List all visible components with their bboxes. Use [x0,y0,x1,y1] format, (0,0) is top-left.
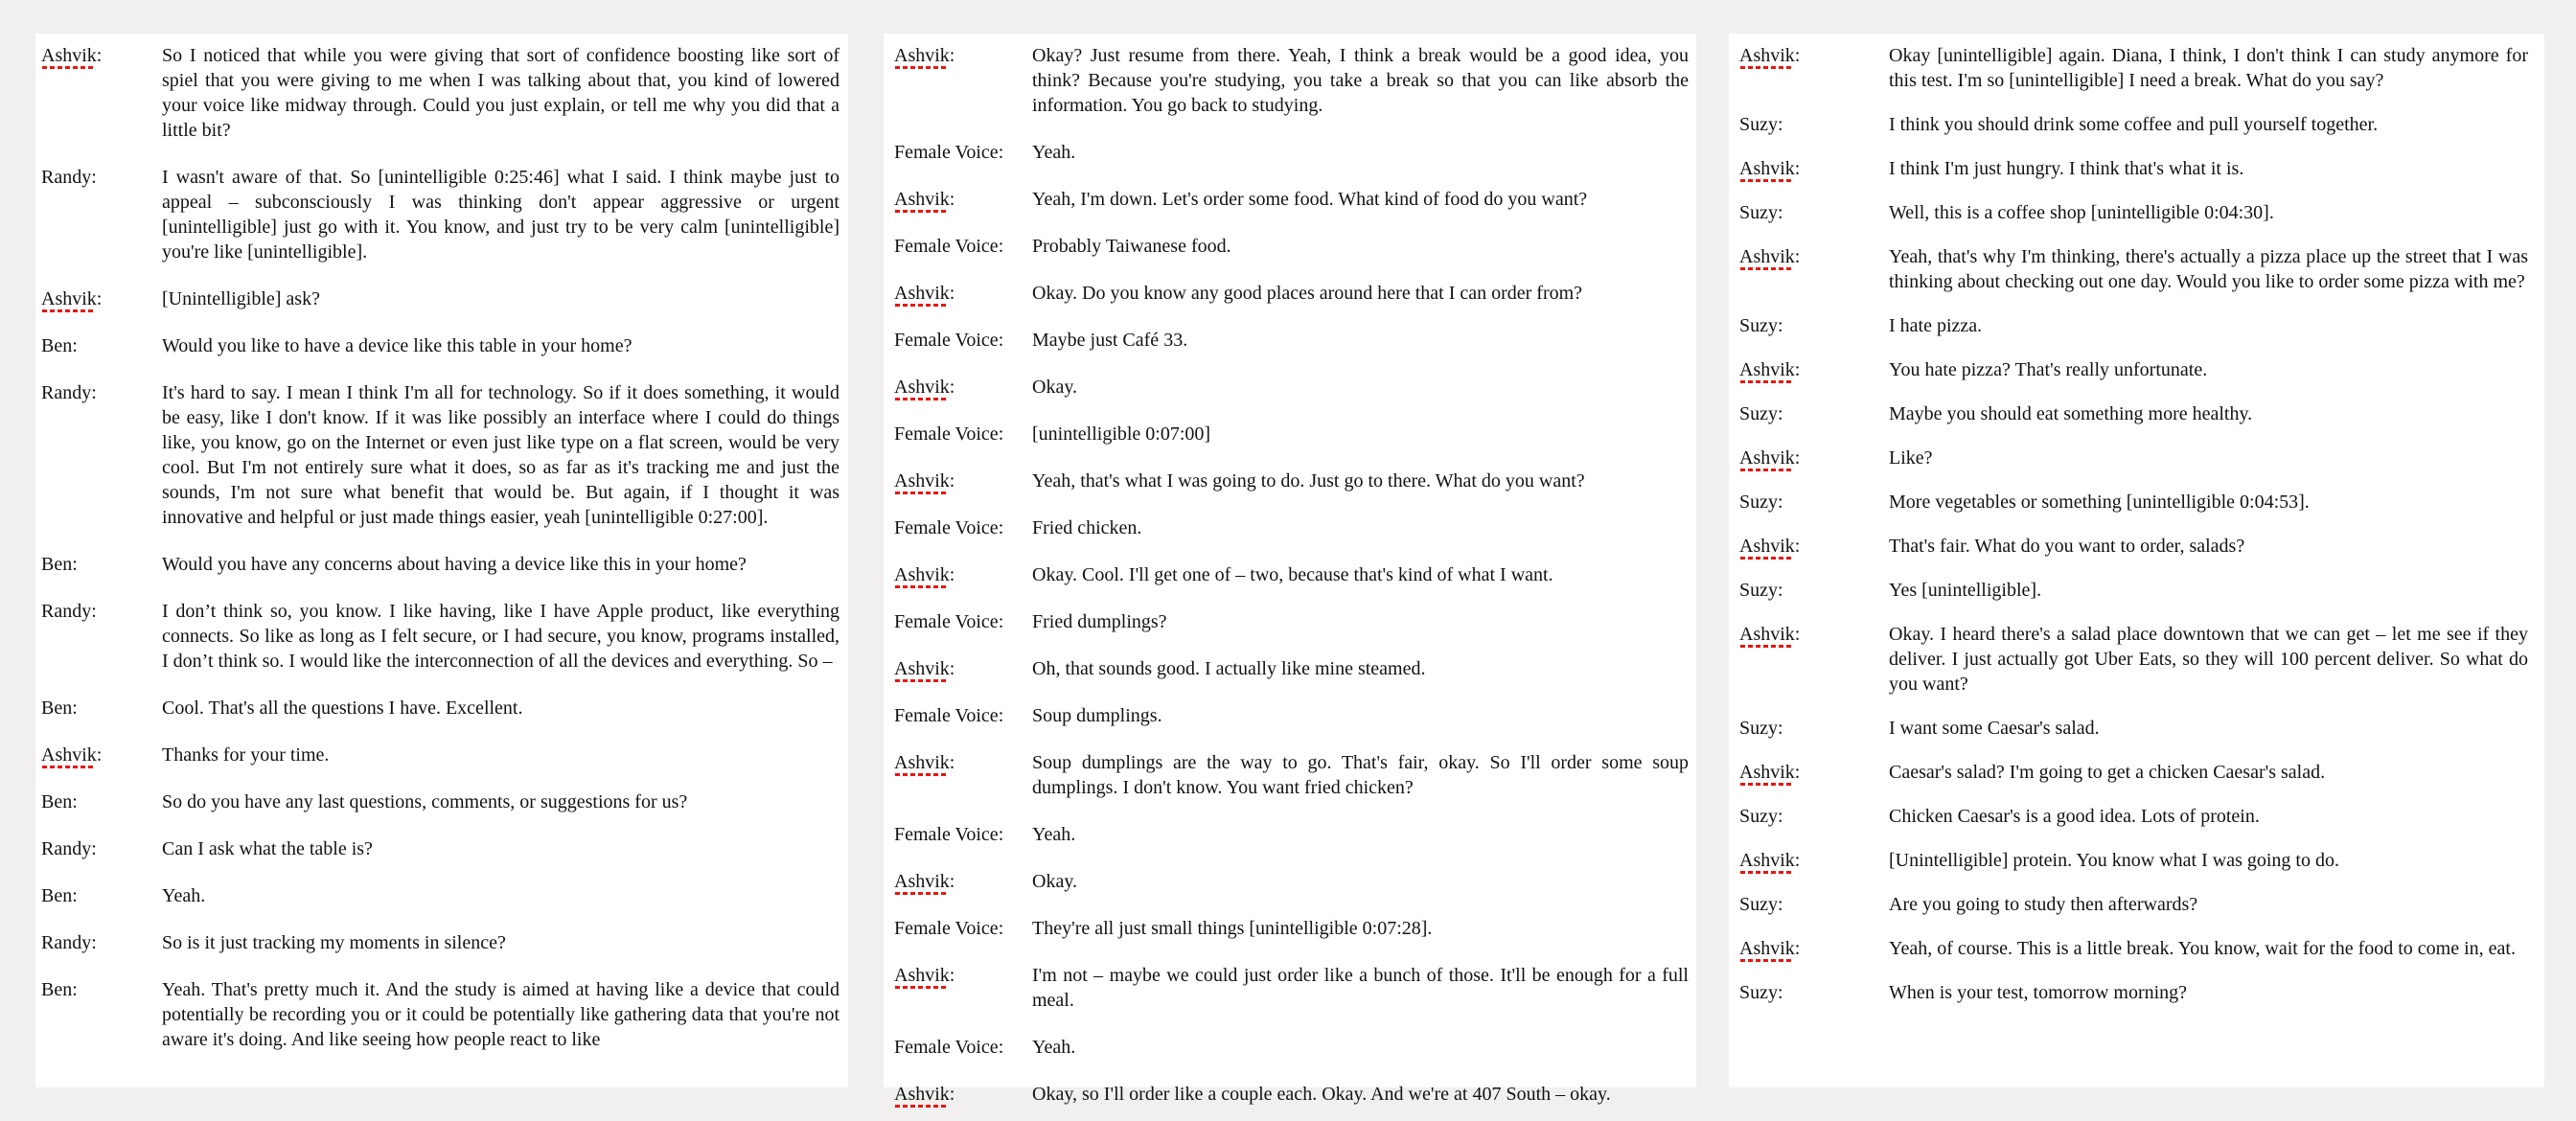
speaker-name: Suzy [1739,982,1778,1003]
speaker-name: Female Voice [894,330,999,351]
transcript-entry [1739,156,2528,181]
speaker-label [41,789,162,814]
transcript-entry [894,656,1689,681]
speaker-label [41,286,162,311]
speaker-label [894,43,1032,118]
speaker-colon: : [1778,982,1783,1003]
speaker-colon: : [949,564,955,585]
dialogue-text: Chicken Caesar's is a good idea. Lots of protein. [1889,806,2260,827]
speaker-colon: : [949,470,955,492]
dialogue-text: I think you should drink some coffee and pull yourself together. [1889,114,2379,135]
dialogue-text: They're all just small things [unintelligible 0:07:28]. [1032,918,1433,939]
speaker-name: Suzy [1739,403,1778,424]
dialogue-text: I think I'm just hungry. I think that's what it is. [1889,158,2244,179]
speaker-colon: : [949,1084,955,1105]
transcript-entry [1739,716,2528,741]
speaker-colon: : [96,45,103,66]
speaker-name-spellcheck-flagged: Ashvik [894,189,950,210]
dialogue-text: Okay. Do you know any good places around here that I can order from? [1032,283,1583,304]
speaker-label [894,375,1032,400]
speaker-label [1739,892,1889,917]
speaker-label [1739,578,1889,603]
dialogue-text: Yeah, that's what I was going to do. Just go to there. What do you want? [1032,470,1585,492]
dialogue-text: Yeah, of course. This is a little break. You know, wait for the food to come in, eat. [1889,938,2516,959]
speaker-name-spellcheck-flagged: Ashvik [894,377,950,398]
speaker-label [894,869,1032,894]
speaker-colon: : [1778,202,1783,223]
speaker-label [894,1082,1032,1107]
speaker-name-spellcheck-flagged: Ashvik [1739,624,1795,645]
speaker-colon: : [72,554,78,575]
speaker-colon: : [72,698,78,719]
dialogue-text: Yeah, that's why I'm thinking, there's actually a pizza place up the street that I was thinking about checking out one day. Would you like to order some pizza with me? [1889,246,2528,292]
dialogue-text: Cool. That's all the questions I have. Excellent. [162,698,523,719]
speaker-colon: : [949,45,955,66]
speaker-label [41,977,162,1052]
speaker-name: Female Voice [894,1037,999,1058]
transcript-entry [41,743,840,767]
speaker-label [1739,401,1889,426]
speaker-label [894,234,1032,259]
transcript-entry [1739,313,2528,338]
dialogue-text: That's fair. What do you want to order, salads? [1889,536,2245,557]
transcript-entry [894,1035,1689,1060]
speaker-name: Randy [41,382,92,403]
speaker-name: Suzy [1739,492,1778,513]
dialogue-text: It's hard to say. I mean I think I'm all for technology. So if it does something, it would be easy, like I don't know. If it was like possibly an interface where I could do things like, you know, go on the Internet or even just like type on a flat screen, would be very cool. But I'm not entirely sure what it does, so as far as it's tracking me and just the sounds, I'm not sure what benefit that would be. But again, if I thought it was innovative and helpful or just made things easier, yeah [unintelligible 0:27:00]. [162,382,840,528]
speaker-name: Female Voice [894,517,999,538]
speaker-name-spellcheck-flagged: Ashvik [41,288,97,309]
speaker-colon: : [1794,850,1801,871]
speaker-colon: : [1794,246,1801,267]
speaker-label [894,562,1032,587]
speaker-colon: : [949,658,955,679]
transcript-entry [1739,112,2528,137]
speaker-label [41,836,162,861]
transcript-entry [41,333,840,358]
speaker-name: Suzy [1739,580,1778,601]
transcript-entry [1739,622,2528,697]
transcript-entry [1739,43,2528,93]
speaker-label [1739,534,1889,559]
transcript-entry [894,328,1689,353]
transcript-entry [41,552,840,577]
speaker-name-spellcheck-flagged: Ashvik [1739,246,1795,267]
speaker-name-spellcheck-flagged: Ashvik [1739,536,1795,557]
dialogue-text: Can I ask what the table is? [162,838,373,859]
speaker-name-spellcheck-flagged: Ashvik [894,752,950,773]
speaker-colon: : [96,288,103,309]
speaker-colon: : [998,1037,1004,1058]
dialogue-text: Probably Taiwanese food. [1032,236,1231,257]
speaker-label [41,333,162,358]
speaker-colon: : [1778,718,1783,739]
speaker-name-spellcheck-flagged: Ashvik [41,744,97,766]
speaker-colon: : [998,517,1004,538]
speaker-label [1739,156,1889,181]
speaker-name: Suzy [1739,718,1778,739]
speaker-name-spellcheck-flagged: Ashvik [41,45,97,66]
speaker-name: Randy [41,601,92,622]
speaker-name: Suzy [1739,806,1778,827]
dialogue-text: Yeah. That's pretty much it. And the study is aimed at having like a device that could potentially be recording you or it could be potentially like gathering data that you're not aware it's doing. And like seeing how people react to like [162,979,840,1050]
transcript-page-3 [1729,34,2544,1087]
dialogue-text: [Unintelligible] ask? [162,288,320,309]
transcript-entry [1739,244,2528,294]
transcript-entry [41,599,840,674]
speaker-label [1739,490,1889,515]
speaker-colon: : [1794,45,1801,66]
speaker-colon: : [998,611,1004,632]
speaker-colon: : [1794,536,1801,557]
transcript-entry [894,43,1689,118]
speaker-label [1739,446,1889,470]
speaker-name: Ben [41,885,73,906]
speaker-colon: : [91,167,97,188]
transcript-entry [894,422,1689,446]
transcript-entry [894,562,1689,587]
speaker-colon: : [1794,447,1801,469]
speaker-name: Ben [41,554,73,575]
dialogue-text: So I noticed that while you were giving that sort of confidence boosting like sort of spiel that you were giving to me when I was talking about that, you kind of lowered your voice like midway through. Could you just explain, or tell me why you did that a little bit? [162,45,840,141]
transcript-entry [41,930,840,955]
speaker-colon: : [1794,762,1801,783]
speaker-colon: : [949,871,955,892]
speaker-label [41,552,162,577]
dialogue-text: I hate pizza. [1889,315,1983,336]
dialogue-text: I don’t think so, you know. I like having, like I have Apple product, like everything connects. So like as long as I felt secure, or I had secure, you know, programs installed, I don’t think so. I would like the interconnection of all the devices and everything. So – [162,601,840,672]
speaker-name: Suzy [1739,114,1778,135]
transcript-entry [894,281,1689,306]
speaker-label [1739,760,1889,785]
speaker-label [1739,244,1889,294]
speaker-colon: : [998,824,1004,845]
dialogue-text: Fried chicken. [1032,517,1142,538]
transcript-entry [1739,534,2528,559]
transcript-entry [1739,804,2528,829]
dialogue-text: Yeah. [162,885,206,906]
speaker-name: Ben [41,698,73,719]
transcript-entry [894,609,1689,634]
speaker-label [41,743,162,767]
transcript-entry [1739,980,2528,1005]
speaker-name-spellcheck-flagged: Ashvik [894,470,950,492]
speaker-name: Female Voice [894,918,999,939]
speaker-colon: : [91,601,97,622]
dialogue-text: So do you have any last questions, comments, or suggestions for us? [162,791,688,812]
dialogue-text: [Unintelligible] protein. You know what I was going to do. [1889,850,2339,871]
transcript-entry [41,43,840,143]
transcript-entry [1739,578,2528,603]
transcript-entry [1739,892,2528,917]
transcript-entry [41,789,840,814]
speaker-colon: : [72,791,78,812]
speaker-label [1739,622,1889,697]
speaker-label [41,380,162,530]
speaker-colon: : [1778,315,1783,336]
speaker-label [41,930,162,955]
speaker-label [894,469,1032,493]
speaker-name: Ben [41,791,73,812]
speaker-name: Female Voice [894,423,999,445]
speaker-colon: : [1794,158,1801,179]
speaker-name-spellcheck-flagged: Ashvik [1739,447,1795,469]
dialogue-text: Caesar's salad? I'm going to get a chicken Caesar's salad. [1889,762,2326,783]
transcript-entry [41,165,840,264]
speaker-label [894,656,1032,681]
speaker-colon: : [91,382,97,403]
dialogue-text: Are you going to study then afterwards? [1889,894,2198,915]
speaker-name: Randy [41,167,92,188]
speaker-name-spellcheck-flagged: Ashvik [1739,158,1795,179]
speaker-colon: : [91,932,97,953]
dialogue-text: I want some Caesar's salad. [1889,718,2100,739]
transcript-entry [894,822,1689,847]
speaker-colon: : [1778,403,1783,424]
dialogue-text: Well, this is a coffee shop [unintelligible 0:04:30]. [1889,202,2274,223]
speaker-colon: : [949,283,955,304]
speaker-colon: : [1778,806,1783,827]
speaker-colon: : [72,979,78,1000]
speaker-name: Female Voice [894,705,999,726]
transcript-entry [41,380,840,530]
transcript-entry [1739,760,2528,785]
speaker-label [1739,43,1889,93]
speaker-colon: : [949,189,955,210]
dialogue-text: I wasn't aware of that. So [unintelligible 0:25:46] what I said. I think maybe just to appeal – subconsciously I was thinking don't appear aggressive or urgent [unintelligible] just go with it. You know, and just try to be very calm [unintelligible] you're like [unintelligible]. [162,167,840,263]
transcript-page-1 [35,34,848,1087]
speaker-colon: : [949,965,955,986]
speaker-colon: : [949,377,955,398]
transcript-entry [41,286,840,311]
speaker-name-spellcheck-flagged: Ashvik [1739,359,1795,380]
speaker-label [41,165,162,264]
speaker-name-spellcheck-flagged: Ashvik [894,965,950,986]
speaker-name-spellcheck-flagged: Ashvik [1739,45,1795,66]
transcript-entry [894,375,1689,400]
dialogue-text: Yes [unintelligible]. [1889,580,2042,601]
speaker-label [1739,980,1889,1005]
transcript-entry [894,1082,1689,1107]
transcript-entry [1739,200,2528,225]
transcript-entry [1739,357,2528,382]
speaker-name-spellcheck-flagged: Ashvik [1739,850,1795,871]
speaker-label [1739,357,1889,382]
speaker-colon: : [1778,894,1783,915]
dialogue-text: Yeah, I'm down. Let's order some food. What kind of food do you want? [1032,189,1588,210]
speaker-colon: : [1794,624,1801,645]
transcript-entry [894,963,1689,1013]
transcript-entry [1739,936,2528,961]
speaker-colon: : [998,705,1004,726]
speaker-name: Randy [41,932,92,953]
transcript-entry [894,140,1689,165]
speaker-colon: : [998,330,1004,351]
dialogue-text: Okay. [1032,871,1078,892]
speaker-name: Female Voice [894,142,999,163]
transcript-page-2 [884,34,1696,1105]
speaker-label [41,696,162,721]
speaker-label [1739,112,1889,137]
speaker-label [1739,936,1889,961]
speaker-name: Randy [41,838,92,859]
dialogue-text: Thanks for your time. [162,744,330,766]
speaker-name-spellcheck-flagged: Ashvik [1739,762,1795,783]
speaker-label [894,281,1032,306]
speaker-label [41,599,162,674]
speaker-label [894,328,1032,353]
speaker-colon: : [1778,492,1783,513]
dialogue-text: I'm not – maybe we could just order like a bunch of those. It'll be enough for a full meal. [1032,965,1689,1011]
speaker-label [1739,804,1889,829]
dialogue-text: Okay. Cool. I'll get one of – two, because that's kind of what I want. [1032,564,1553,585]
dialogue-text: So is it just tracking my moments in silence? [162,932,506,953]
speaker-colon: : [72,335,78,356]
transcript-entry [894,916,1689,941]
transcript-entry [894,703,1689,728]
speaker-name: Female Voice [894,824,999,845]
transcript-entry [41,977,840,1052]
speaker-colon: : [72,885,78,906]
transcript-entry [41,696,840,721]
speaker-name: Suzy [1739,315,1778,336]
dialogue-text: When is your test, tomorrow morning? [1889,982,2188,1003]
speaker-label [894,140,1032,165]
transcript-entry [894,750,1689,800]
speaker-name-spellcheck-flagged: Ashvik [1739,938,1795,959]
speaker-colon: : [1778,580,1783,601]
speaker-label [894,609,1032,634]
transcript-entry [41,883,840,908]
speaker-name-spellcheck-flagged: Ashvik [894,658,950,679]
speaker-label [1739,200,1889,225]
speaker-label [894,750,1032,800]
speaker-label [1739,848,1889,873]
speaker-colon: : [1794,938,1801,959]
transcript-entry [894,469,1689,493]
dialogue-text: Yeah. [1032,142,1076,163]
speaker-name-spellcheck-flagged: Ashvik [894,283,950,304]
dialogue-text: Soup dumplings are the way to go. That's fair, okay. So I'll order some soup dumplings. I don't know. You want fried chicken? [1032,752,1689,798]
speaker-name-spellcheck-flagged: Ashvik [894,871,950,892]
speaker-label [894,422,1032,446]
dialogue-text: Soup dumplings. [1032,705,1162,726]
speaker-name: Ben [41,979,73,1000]
speaker-name: Female Voice [894,611,999,632]
speaker-label [894,916,1032,941]
transcript-entry [41,836,840,861]
dialogue-text: Like? [1889,447,1933,469]
speaker-name: Suzy [1739,202,1778,223]
speaker-label [894,822,1032,847]
dialogue-text: Maybe you should eat something more healthy. [1889,403,2253,424]
speaker-label [894,1035,1032,1060]
speaker-colon: : [998,918,1004,939]
speaker-label [894,703,1032,728]
speaker-name-spellcheck-flagged: Ashvik [894,1084,950,1105]
dialogue-text: Oh, that sounds good. I actually like mine steamed. [1032,658,1426,679]
speaker-colon: : [1794,359,1801,380]
dialogue-text: Okay, so I'll order like a couple each. Okay. And we're at 407 South – okay. [1032,1084,1611,1105]
speaker-name: Ben [41,335,73,356]
speaker-colon: : [91,838,97,859]
dialogue-text: You hate pizza? That's really unfortunate. [1889,359,2208,380]
dialogue-text: Okay? Just resume from there. Yeah, I think a break would be a good idea, you think? Because you're studying, you take a break so that you can like absorb the information. You go back to studying. [1032,45,1689,116]
dialogue-text: Okay. [1032,377,1078,398]
dialogue-text: Okay [unintelligible] again. Diana, I think, I don't think I can study anymore for this test. I'm so [unintelligible] I need a break. What do you say? [1889,45,2528,91]
transcript-entry [894,234,1689,259]
speaker-name-spellcheck-flagged: Ashvik [894,45,950,66]
speaker-label [1739,313,1889,338]
dialogue-text: Yeah. [1032,1037,1076,1058]
speaker-label [41,883,162,908]
speaker-colon: : [949,752,955,773]
dialogue-text: Maybe just Café 33. [1032,330,1188,351]
speaker-name-spellcheck-flagged: Ashvik [894,564,950,585]
transcript-entry [894,187,1689,212]
speaker-colon: : [1778,114,1783,135]
transcript-entry [1739,446,2528,470]
speaker-colon: : [96,744,103,766]
transcript-entry [1739,401,2528,426]
speaker-label [1739,716,1889,741]
speaker-label [894,515,1032,540]
transcript-entry [1739,490,2528,515]
transcript-entry [894,869,1689,894]
dialogue-text: Okay. I heard there's a salad place downtown that we can get – let me see if they deliver. I just actually got Uber Eats, so they will 100 percent deliver. So what do you want? [1889,624,2528,695]
speaker-label [894,963,1032,1013]
speaker-colon: : [998,236,1004,257]
speaker-colon: : [998,423,1004,445]
transcript-entry [894,515,1689,540]
speaker-colon: : [998,142,1004,163]
dialogue-text: Would you have any concerns about having a device like this in your home? [162,554,747,575]
dialogue-text: Fried dumplings? [1032,611,1167,632]
speaker-label [41,43,162,143]
dialogue-text: Yeah. [1032,824,1076,845]
dialogue-text: Would you like to have a device like this table in your home? [162,335,632,356]
dialogue-text: More vegetables or something [unintelligible 0:04:53]. [1889,492,2310,513]
transcript-entry [1739,848,2528,873]
speaker-label [894,187,1032,212]
dialogue-text: [unintelligible 0:07:00] [1032,423,1211,445]
speaker-name: Suzy [1739,894,1778,915]
speaker-name: Female Voice [894,236,999,257]
